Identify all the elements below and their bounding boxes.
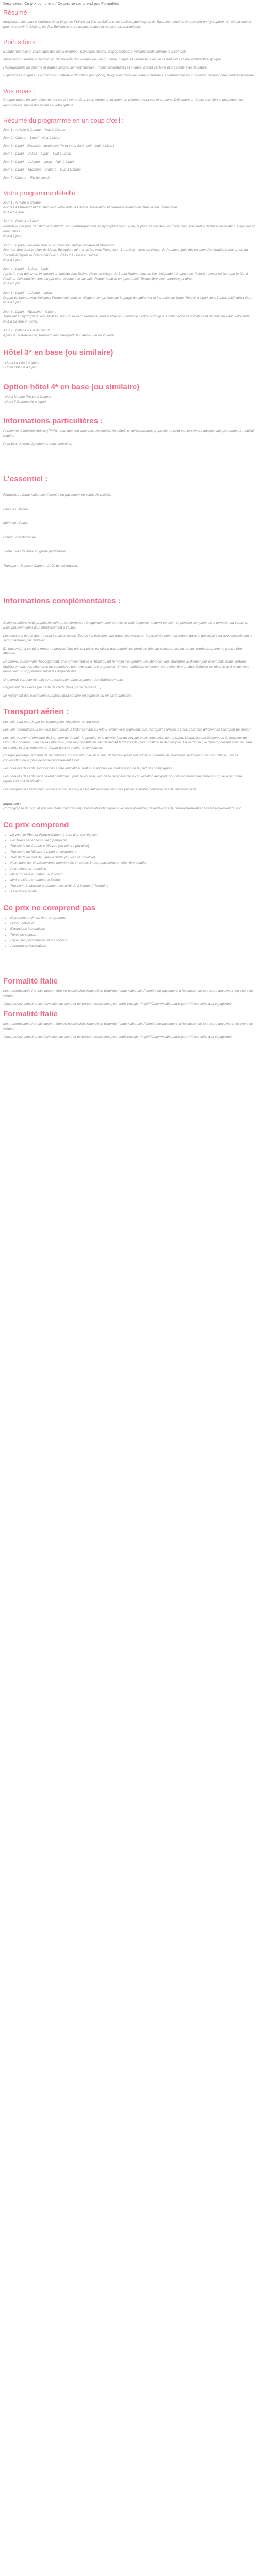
complementaires-para: Le règlement des excursions sur place peut se faire en espèces ou en carte bancaire. bbox=[3, 693, 133, 698]
infos-particulieres-heading: Informations particulières : bbox=[3, 417, 103, 426]
page-content bbox=[0, 0, 258, 1040]
day-night: Nuit à Catane. bbox=[3, 210, 25, 214]
programme-summary-item: Jour 7 : Catane – Fin du circuit bbox=[3, 176, 50, 180]
programme-summary-item: Jour 3 : Lipari – Excursion facultative Panarea et Stromboli – Nuit à Lipari bbox=[3, 144, 114, 148]
repas-text: Chaque matin, un petit-déjeuner est servi à votre hôtel, vous offrant un moment de détente avant vos excursions. Déjeuners et dîners sont libres, permettant de découvrir les spécialités locales à votre rythme. bbox=[3, 98, 244, 107]
programme-summary-item: Jour 5 : Lipari – Vulcano – Lipari – Nuit à Lipari bbox=[3, 160, 74, 164]
programme-summary-item: Jour 6 : Lipari – Taormine – Catane – Nuit à Catane bbox=[3, 168, 81, 172]
list-item: • Mini-croisière en bateau à Salina bbox=[10, 878, 255, 883]
infos-complementaires-heading: Informations complémentaires : bbox=[3, 596, 121, 605]
prix-ne-comprend-pas-heading: Ce prix ne comprend pas bbox=[3, 903, 96, 912]
formalite-text-2: Les ressortissants français doivent être en possession d'une pièce d'identité (carte nationale d'identité ou passeport, à l'exclusion de tout autre document) en cours de validité. bbox=[3, 1022, 253, 1031]
list-item: • Transferts de Milazzo à Lipari en hydroptère bbox=[10, 850, 255, 855]
list-item: • Assistance locale bbox=[10, 889, 255, 894]
list-item: • Excursions facultatives bbox=[10, 927, 255, 932]
day-block bbox=[3, 243, 255, 263]
complementaires-para: En novembre à certains repas ne peuvent être pris sur place en raison des contraintes horaires liées au transport aérien, aucun remboursement ne pourra être effectué. bbox=[3, 647, 243, 656]
hotel-3-heading: Hôtel 3* en base (ou similaire) bbox=[3, 348, 114, 358]
essentiel-item: Formalités : Carte nationale d'identité ou passeport en cours de validité. bbox=[3, 493, 111, 497]
day-text: Après le petit-déjeuner, transfert vers l'aéroport de Catane. Fin du voyage. bbox=[3, 333, 115, 337]
formalite-text: Les ressortissants français doivent être en possession d'une pièce d'identité (carte nationale d'identité ou passeport, à l'exclusion de tout autre document) en cours de validité. bbox=[3, 989, 253, 998]
formalite-link-text: Vous pouvez consulter les formalités de santé et de police nécessaires pour votre voyage : http//XXX.www.diplomatie.gouv.fr/fr/conseils-aux-voyageurs/ bbox=[3, 1002, 232, 1006]
important-text: L'orthographe du nom et prénom (sans trait d'union) doivent être identiques à la pièce d'identité présentée lors de l'enregistrement et à l'embarquement du vol. bbox=[3, 807, 242, 811]
day-heading: Jour 7 : Catane – Fin du circuit bbox=[3, 329, 50, 333]
important-label: Important : bbox=[3, 802, 21, 806]
essentiel-item: Monnaie : l'euro. bbox=[3, 521, 28, 526]
day-text: Petit-déjeuner puis transfert vers Milazzo pour embarquement en hydroptère vers Lipari, la plus grande des îles Éoliennes. Transfert à l'hôtel et installation. Déjeuner et dîner libres. bbox=[3, 225, 255, 233]
complementaires-para: Règlement des extras par carte de crédit (Visa, carte bancaire…) bbox=[3, 686, 102, 690]
infos-text: Personnes à mobilité réduite (PMR) : seul mention dans nos descriptifs, les hôtels et infrastructures proposés ne sont pas forcément adaptés aux personnes à mobilité réduite. bbox=[3, 429, 254, 438]
complementaires-para: Les boissons du minibar ne sont jamais incluses. Toutes les boissons aux repas, les extras ou les activités non mentionnés dans le descriptif sont avec supplément et seront facturés par l'hôtelier. bbox=[3, 634, 253, 643]
formalite-link-text-2: Vous pouvez consulter les formalités de santé et de police nécessaires pour votre voyage : http//XXX.www.diplomatie.gouv.fr/fr/conseils-aux-voyageurs/ bbox=[3, 1035, 232, 1039]
hotel-line: - Hotel Katane Palace à Catane bbox=[3, 395, 51, 399]
point-item: Beauté naturelle et volcanique des îles Éoliennes : paysages marins, plages isolées et volcans actifs comme le Stromboli. bbox=[3, 49, 187, 54]
day-text: Transfert en hydroptère vers Milazzo, puis route vers Taormine. Temps libre pour visiter le centre historique. Continuation vers Catane et installation dans votre hôtel. bbox=[3, 315, 251, 319]
essentiel-item: Langues : italien. bbox=[3, 507, 29, 511]
list-item: • Mini-croisière en bateau à Vulcano bbox=[10, 872, 255, 877]
resume-text: Imaginez… les eaux cristallines de la plage de Pollara sur l'île de Salina et les ruelles pittoresques de Taormine, ainsi qu'un transfert en hydroptère. Un circuit privatif pour découvrir la Sicile et les îles Éoliennes entre nature, culture et panoramas volcaniques. bbox=[3, 20, 251, 29]
point-item: Hébergements de charme et étapes soigneusement choisies : hôtels confortables et intimes, offrant sérénité et proximité avec la nature. bbox=[3, 65, 208, 70]
list-item: • Assurances facultatives bbox=[10, 944, 255, 949]
hotel-line: - Hotel Oriente à Lipari bbox=[3, 366, 38, 370]
day-heading: Jour 2 : Catane – Lipari bbox=[3, 219, 39, 224]
day-heading: Jour 4 : Lipari – Salina – Lipari bbox=[3, 267, 50, 271]
day-night: Nuit à Lipari. bbox=[3, 258, 23, 262]
prix-comprend-list bbox=[3, 833, 255, 894]
points-forts-heading: Points forts : bbox=[3, 39, 39, 46]
list-item: • Nuits dans les établissements mentionnés en hôtels 3* ou équivalents en chambre double bbox=[10, 861, 255, 866]
essentiel-item: Santé : Pas de mise en garde particulière. bbox=[3, 550, 67, 554]
list-item: • Petit-déjeuner quotidien bbox=[10, 867, 255, 872]
list-item: • Taxes de séjours bbox=[10, 933, 255, 938]
transport-para: Les vols sont opérés par les compagnies régulières ou low cost. bbox=[3, 720, 100, 724]
complementaires-para: Une tenue correcte est exigée au restaurant dans la plupart des établissements. bbox=[3, 677, 124, 682]
day-block bbox=[3, 200, 255, 215]
formalite-heading: Formalité Italie bbox=[3, 976, 58, 986]
essentiel-item: Climat : méditerranée. bbox=[3, 535, 37, 539]
day-block bbox=[3, 328, 255, 338]
list-item: • Les taxes aériennes et aéroportuaires bbox=[10, 838, 255, 843]
list-item: • Option hôtels 4* bbox=[10, 921, 255, 926]
resume-programme-heading: Résumé du programme en un coup d'œil : bbox=[3, 117, 124, 125]
list-item: • Le vol Aller/Retour France/Catane à bord d'un vol régulier, bbox=[10, 833, 255, 838]
day-block bbox=[3, 291, 255, 306]
day-text: Départ en bateau vers Vulcano. Promenade dans le village et temps libre sur la plage de sable noir et les bains de boue. Retour à Lipari dans l'après-midi, dîner libre. bbox=[3, 296, 253, 300]
day-text: Journée libre pour profiter de Lipari. En option, mini-croisière vers Panarea et Stromboli : visite du village de Panarea, puis observation des éruptions nocturnes du Stromboli depuis la Sciara del Fuoco. Retour à Lipari en soirée. bbox=[3, 248, 248, 257]
day-night: Nuit à Lipari. bbox=[3, 234, 23, 239]
transport-para: Les horaires des vols sont donnés à titre indicatif et sont susceptibles de modification de la part des compagnies. bbox=[3, 767, 173, 771]
day-heading: Jour 1 : Arrivée à Catane bbox=[3, 200, 41, 205]
essentiel-heading: L'essentiel : bbox=[3, 474, 48, 483]
list-item: • Déjeuners et dîners hors programme bbox=[10, 916, 255, 921]
programme-detail-heading: Votre programme détaillé : bbox=[3, 190, 79, 197]
day-text: Après le petit-déjeuner, excursion en bateau vers Salina. Halte au village de Santa Marina, tour de l'île, baignade à la plage de Pollara, rendez-célèbre par le film Il Postino. Continuation vers Lingua pour découvrir le lac salé. Retour à Lipari en après-midi. Temps libre pour shopping et dîner. bbox=[3, 272, 248, 281]
point-item: Expériences uniques : excursions en bateau à Stromboli (en option), baignades dans des eaux cristallines, et temps libre pour savourer l'atmosphère méditerranéenne. bbox=[3, 74, 255, 78]
hotel-line: - Hotel La villa à Catane bbox=[3, 361, 40, 365]
breadcrumb: Description: Ce prix comprend / Ce prix ne comprend pas Formalités bbox=[3, 1, 119, 6]
transport-para: Les compagnies aériennes utilisées ont toutes reçues les autorisations requises par les autorités compétentes de l'aviation civile. bbox=[3, 788, 198, 792]
transport-para: Les vols internationaux peuvent faire escale à l'aller comme au retour. Nous vous signalons que l'aéroport d'arrivée à Paris peut être différent de l'aéroport de départ. bbox=[3, 728, 252, 732]
resume-heading: Résumé bbox=[3, 9, 27, 16]
day-heading: Jour 5 : Lipari – Vulcano – Lipari bbox=[3, 291, 52, 295]
day-block bbox=[3, 310, 255, 325]
transport-para: Les vols peuvent s'effectuer de jour comme de nuit, le premier et le dernier jour du voyage étant consacrés au transport. L'organisateur réservé par la machine du choix des horaires, il ne saurait être tenu pour responsable en cas de départ tardif lors de retour matinal le dernier jour. En particulier, le départ pouvant avoir lieu tard en soirée, la date effective de départ peut être celle du lendemain. bbox=[3, 736, 252, 750]
day-night: Nuit à Lipari. bbox=[3, 301, 23, 305]
prix-ne-comprend-pas-list bbox=[3, 916, 255, 949]
transport-heading: Transport aérien : bbox=[3, 707, 69, 717]
transport-para: Chaque passager est tenu de reconfirmer son vol retour au plus tard 72 heures avant son retour au numéro de téléphone se trouvant sur son billet ou sur sa convocation ou auprès de notre représentant local. bbox=[3, 754, 238, 762]
day-block bbox=[3, 219, 255, 239]
prix-comprend-heading: Ce prix comprend bbox=[3, 820, 69, 829]
essentiel-item: Transport : France / Catane : 2h00 de vol environ. bbox=[3, 564, 78, 568]
day-night: Nuit à Lipari. bbox=[3, 282, 23, 286]
hotel-4-heading: Option hôtel 4* en base (ou similaire) bbox=[3, 382, 140, 392]
complementaires-para: De même, concernant l'hébergement, une arrivée tardive à l'hôtel ou tôt le matin n'engendre une libération des chambres le dernier jour avant midi. Dans certains établissements des chambres de courtoisies pourront vous être proposées. Si vous souhaitez conserver votre chambre en abo, l'hôtelier se réserve le droit de vous demander un supplément selon les disponibilités. bbox=[3, 660, 249, 674]
list-item: • Transferts du port de Lipari à l'hôtel (en voiture privative) bbox=[10, 855, 255, 860]
programme-summary-item: Jour 1 : Arrivée à Catane – Nuit à Catane bbox=[3, 128, 66, 132]
list-item: • Dépenses personnelles et pourboires bbox=[10, 938, 255, 943]
point-item: Immersion culturelle et historique : découverte des villages de Lipari, Salina, Lingua et Taormine, avec leurs traditions et leur architecture typique. bbox=[3, 58, 222, 62]
programme-summary-item: Jour 4 : Lipari – Salina – Lipari – Nuit à Lipari bbox=[3, 152, 71, 156]
programme-summary-item: Jour 2 : Catane – Lipari – Nuit à Lipari bbox=[3, 136, 61, 140]
formalite-heading-2: Formalité Italie bbox=[3, 1009, 58, 1019]
list-item: • Transferts de Catane à Milazzo (en voiture privative) bbox=[10, 844, 255, 849]
complementaires-para: Selon les hôtels nous proposons différentes formules : le logement seul ou avec le petit-déjeuner, la demi-pension, la pension complète ou la formule tout compris. Elles peuvent varier d'un établissement à l'autre. bbox=[3, 621, 248, 630]
day-text: Accueil à l'aéroport et transfert vers votre hôtel à Catane. Installation et première immersion dans la ville. Dîner libre. bbox=[3, 206, 179, 210]
day-heading: Jour 3 : Lipari – Journée libre / Excursion facultative Panarea et Stromboli bbox=[3, 243, 115, 247]
day-night: Nuit à Catane en hôtel. bbox=[3, 319, 38, 324]
day-block bbox=[3, 267, 255, 286]
list-item: • Transfert de Milazzo à Catane avec arrêt de 2 heures à Taormine bbox=[10, 884, 255, 889]
infos-text-2: Pour plus de renseignements, nous consulter. bbox=[3, 442, 72, 446]
important-note bbox=[3, 802, 255, 811]
day-heading: Jour 6 : Lipari – Taormine – Catane bbox=[3, 310, 57, 314]
repas-heading: Vos repas : bbox=[3, 87, 36, 95]
transport-para: Les horaires des vols vous seront confirmés : pour le vol aller, lors de la réception de la convocation aéroport, pour le vol retour directement sur place par notre représentant à destination. bbox=[3, 774, 243, 784]
hotel-line: - Hotel Il Gattopardo à Lipari bbox=[3, 400, 46, 404]
